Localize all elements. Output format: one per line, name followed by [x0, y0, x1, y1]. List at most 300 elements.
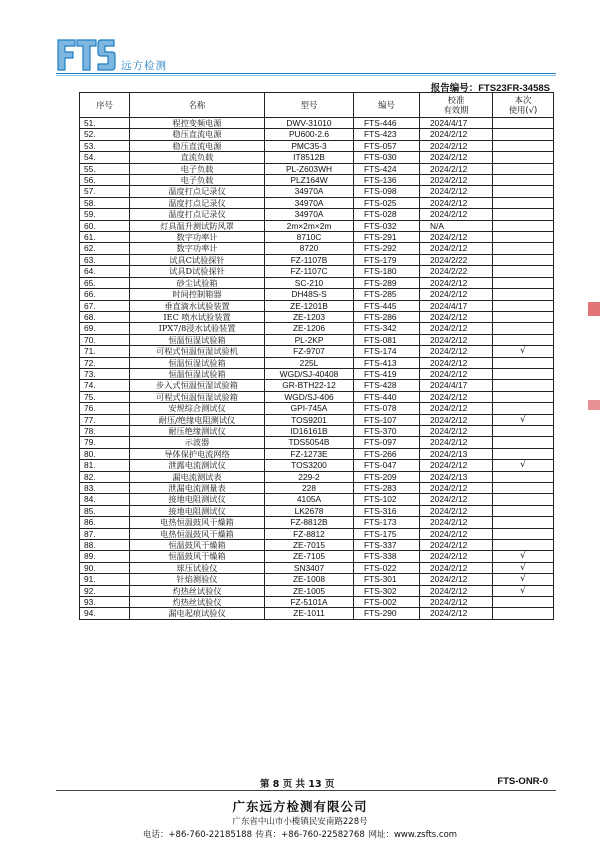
cell-name: 漏电起痕试验仪 [130, 608, 265, 619]
table-row [80, 220, 554, 231]
table-row [80, 197, 554, 208]
cell-used [493, 391, 554, 402]
cell-used [493, 220, 554, 231]
report-number: 报告编号：FTS23FR-3458S [430, 83, 550, 94]
cell-date: 2024/2/22 [420, 266, 493, 277]
cell-date: 2024/2/12 [420, 505, 493, 516]
cell-no: 87. [80, 528, 130, 539]
cell-name: 数字功率计 [130, 243, 265, 254]
table-row [80, 163, 554, 174]
table-row [80, 266, 554, 277]
table-row [80, 460, 554, 471]
cell-no: 76. [80, 403, 130, 414]
table-row [80, 209, 554, 220]
cell-name: 温度打点记录仪 [130, 186, 265, 197]
table-row [80, 323, 554, 334]
table-row [80, 517, 554, 528]
cell-model: FZ-1273E [265, 448, 354, 459]
cell-model: IT8512B [265, 152, 354, 163]
cell-date: 2024/2/12 [420, 209, 493, 220]
table-row [80, 380, 554, 391]
cell-model: GR-BTH22-12 [265, 380, 354, 391]
cell-no: 63. [80, 254, 130, 265]
cell-model: FZ-9707 [265, 346, 354, 357]
table-row [80, 574, 554, 585]
table-row [80, 118, 554, 129]
cell-model: SN3407 [265, 562, 354, 573]
cell-date: 2024/2/13 [420, 471, 493, 482]
cell-code: FTS-098 [354, 186, 420, 197]
cell-no: 84. [80, 494, 130, 505]
cell-used [493, 334, 554, 345]
cell-name: 耐压绝缘测试仪 [130, 425, 265, 436]
cell-name: IEC 喷水试验装置 [130, 311, 265, 322]
cell-date: 2024/4/17 [420, 300, 493, 311]
cell-code: FTS-028 [354, 209, 420, 220]
cell-date: 2024/2/12 [420, 574, 493, 585]
cell-name: 球压试验仪 [130, 562, 265, 573]
cell-code: FTS-030 [354, 152, 420, 163]
cell-name: 恒温恒湿试验箱 [130, 368, 265, 379]
cell-used: √ [493, 551, 554, 562]
table-row [80, 448, 554, 459]
table-row [80, 608, 554, 619]
cell-used [493, 266, 554, 277]
cell-name: 电子负载 [130, 163, 265, 174]
cell-date: 2024/2/12 [420, 425, 493, 436]
cell-no: 65. [80, 277, 130, 288]
cell-no: 88. [80, 540, 130, 551]
cell-model: 225L [265, 357, 354, 368]
cell-code: FTS-338 [354, 551, 420, 562]
footer-rule [56, 790, 556, 791]
cell-no: 71. [80, 346, 130, 357]
cell-no: 69. [80, 323, 130, 334]
cell-name: 时间控制箱器 [130, 289, 265, 300]
cell-code: FTS-174 [354, 346, 420, 357]
cell-name: 电热恒温鼓风干燥箱 [130, 528, 265, 539]
cell-name: 泄露电流测试仪 [130, 460, 265, 471]
cell-code: FTS-081 [354, 334, 420, 345]
cell-code: FTS-283 [354, 483, 420, 494]
cell-name: 恒温恒湿试验箱 [130, 357, 265, 368]
cell-model: 229-2 [265, 471, 354, 482]
cell-used [493, 163, 554, 174]
cell-model: TOS3200 [265, 460, 354, 471]
cell-model: ZE-1206 [265, 323, 354, 334]
cell-no: 73. [80, 368, 130, 379]
table-row [80, 289, 554, 300]
cell-date: 2024/2/12 [420, 551, 493, 562]
table-row [80, 551, 554, 562]
cell-code: FTS-285 [354, 289, 420, 300]
cell-code: FTS-097 [354, 437, 420, 448]
cell-no: 66. [80, 289, 130, 300]
cell-code: FTS-424 [354, 163, 420, 174]
cell-no: 56. [80, 175, 130, 186]
table-row [80, 300, 554, 311]
cell-name: 灼热丝试验仪 [130, 597, 265, 608]
cell-name: 温度打点记录仪 [130, 197, 265, 208]
cell-no: 72. [80, 357, 130, 368]
cell-model: TOS9201 [265, 414, 354, 425]
table-row [80, 254, 554, 265]
cell-date: 2024/2/12 [420, 494, 493, 505]
cell-date: 2024/2/12 [420, 243, 493, 254]
table-row [80, 140, 554, 151]
cell-model: ZE-7105 [265, 551, 354, 562]
table-row [80, 175, 554, 186]
cell-code: FTS-301 [354, 574, 420, 585]
cell-name: 恒温恒湿试验箱 [130, 334, 265, 345]
cell-name: 试具D试验探针 [130, 266, 265, 277]
cell-code: FTS-289 [354, 277, 420, 288]
cell-model: PL-2KP [265, 334, 354, 345]
cell-no: 91. [80, 574, 130, 585]
cell-code: FTS-419 [354, 368, 420, 379]
cell-used [493, 300, 554, 311]
cell-date: 2024/2/12 [420, 152, 493, 163]
cell-model: ZE-7015 [265, 540, 354, 551]
cell-no: 79. [80, 437, 130, 448]
cell-used [493, 380, 554, 391]
cell-used: √ [493, 585, 554, 596]
cell-date: 2024/2/12 [420, 175, 493, 186]
cell-date: 2024/4/17 [420, 118, 493, 129]
cell-used [493, 209, 554, 220]
cell-name: 可程式恒温恒湿试验箱 [130, 391, 265, 402]
cell-code: FTS-025 [354, 197, 420, 208]
table-row [80, 357, 554, 368]
cell-used [493, 608, 554, 619]
cell-used [493, 494, 554, 505]
cell-model: 228 [265, 483, 354, 494]
cell-date: 2024/4/17 [420, 380, 493, 391]
cell-name: 砂尘试验箱 [130, 277, 265, 288]
seal-stamp-edge [588, 302, 600, 316]
cell-date: 2024/2/12 [420, 391, 493, 402]
cell-no: 81. [80, 460, 130, 471]
equipment-table [79, 92, 554, 620]
table-row [80, 152, 554, 163]
cell-used [493, 368, 554, 379]
cell-no: 90. [80, 562, 130, 573]
header-rule [56, 73, 556, 74]
cell-name: 漏电流测试表 [130, 471, 265, 482]
table-row [80, 129, 554, 140]
cell-model: ZE-1011 [265, 608, 354, 619]
cell-model: PL-Z603WH [265, 163, 354, 174]
cell-used [493, 517, 554, 528]
cell-date: 2024/2/12 [420, 585, 493, 596]
table-row [80, 334, 554, 345]
company-name: 广东远方检测有限公司 [232, 799, 368, 814]
cell-name: 灼热丝试验仪 [130, 585, 265, 596]
cell-no: 83. [80, 483, 130, 494]
cell-no: 77. [80, 414, 130, 425]
table-row [80, 186, 554, 197]
table-row [80, 528, 554, 539]
cell-code: FTS-002 [354, 597, 420, 608]
col-header-used: 本次 使用(√) [493, 93, 554, 118]
cell-model: DH48S-S [265, 289, 354, 300]
cell-used [493, 505, 554, 516]
cell-code: FTS-175 [354, 528, 420, 539]
cell-date: 2024/2/12 [420, 277, 493, 288]
cell-used [493, 471, 554, 482]
cell-code: FTS-173 [354, 517, 420, 528]
table-row [80, 471, 554, 482]
cell-model: ZE-1005 [265, 585, 354, 596]
table-header-row [80, 93, 554, 118]
cell-used [493, 186, 554, 197]
cell-name: 恒温鼓风干燥箱 [130, 540, 265, 551]
header-rule-secondary [56, 75, 556, 76]
cell-date: 2024/2/12 [420, 562, 493, 573]
cell-code: FTS-107 [354, 414, 420, 425]
cell-date: 2024/2/12 [420, 437, 493, 448]
cell-no: 80. [80, 448, 130, 459]
table-row [80, 232, 554, 243]
cell-used [493, 140, 554, 151]
cell-code: FTS-047 [354, 460, 420, 471]
cell-name: 接地电阻测试仪 [130, 494, 265, 505]
table-row [80, 243, 554, 254]
col-header-no: 序号 [80, 93, 130, 118]
cell-date: 2024/2/12 [420, 197, 493, 208]
cell-no: 82. [80, 471, 130, 482]
cell-model: FZ-1107B [265, 254, 354, 265]
col-header-model: 型号 [265, 93, 354, 118]
cell-no: 67. [80, 300, 130, 311]
page-number: 第 8 页 共 13 页 [260, 779, 335, 790]
seal-stamp-edge-lower [588, 400, 600, 410]
cell-code: FTS-180 [354, 266, 420, 277]
table-row [80, 540, 554, 551]
cell-date: N/A [420, 220, 493, 231]
table-row [80, 277, 554, 288]
cell-code: FTS-136 [354, 175, 420, 186]
cell-used [493, 403, 554, 414]
cell-model: DWV-31010 [265, 118, 354, 129]
cell-name: 接地电阻测试仪 [130, 505, 265, 516]
cell-name: 安规综合测试仪 [130, 403, 265, 414]
cell-date: 2024/2/12 [420, 163, 493, 174]
cell-date: 2024/2/12 [420, 334, 493, 345]
cell-name: 垂直滴水试验装置 [130, 300, 265, 311]
cell-date: 2024/2/12 [420, 597, 493, 608]
cell-code: FTS-428 [354, 380, 420, 391]
cell-no: 85. [80, 505, 130, 516]
form-code: FTS-ONR-0 [497, 776, 548, 787]
cell-model: 8720 [265, 243, 354, 254]
cell-used [493, 254, 554, 265]
cell-model: PMC35-3 [265, 140, 354, 151]
cell-used [493, 540, 554, 551]
cell-name: 示波器 [130, 437, 265, 448]
cell-used [493, 483, 554, 494]
table-row [80, 585, 554, 596]
cell-no: 52. [80, 129, 130, 140]
cell-used [493, 528, 554, 539]
cell-no: 74. [80, 380, 130, 391]
cell-used [493, 243, 554, 254]
cell-no: 92. [80, 585, 130, 596]
cell-model: FZ-5101A [265, 597, 354, 608]
cell-used: √ [493, 574, 554, 585]
cell-no: 57. [80, 186, 130, 197]
cell-used [493, 277, 554, 288]
company-address: 广东省中山市小榄镇民安南路228号 [232, 817, 368, 827]
cell-name: 电子负载 [130, 175, 265, 186]
cell-code: FTS-446 [354, 118, 420, 129]
cell-name: 针焰测验仪 [130, 574, 265, 585]
cell-used: √ [493, 460, 554, 471]
cell-model: ZE-1201B [265, 300, 354, 311]
cell-model: FZ-8812B [265, 517, 354, 528]
cell-no: 64. [80, 266, 130, 277]
cell-name: 耐压/绝缘电阻测试仪 [130, 414, 265, 425]
cell-model: 4105A [265, 494, 354, 505]
cell-used [493, 129, 554, 140]
cell-date: 2024/2/12 [420, 608, 493, 619]
cell-code: FTS-337 [354, 540, 420, 551]
cell-used: √ [493, 562, 554, 573]
table-row [80, 494, 554, 505]
table-row [80, 403, 554, 414]
cell-no: 60. [80, 220, 130, 231]
table-row [80, 414, 554, 425]
cell-code: FTS-423 [354, 129, 420, 140]
cell-date: 2024/2/12 [420, 528, 493, 539]
cell-date: 2024/2/12 [420, 460, 493, 471]
cell-used [493, 175, 554, 186]
cell-date: 2024/2/12 [420, 517, 493, 528]
cell-no: 55. [80, 163, 130, 174]
cell-date: 2024/2/12 [420, 323, 493, 334]
cell-no: 70. [80, 334, 130, 345]
cell-name: 稳压直流电源 [130, 129, 265, 140]
table-row [80, 437, 554, 448]
cell-used [493, 357, 554, 368]
cell-name: 灯具温升测试防风罩 [130, 220, 265, 231]
cell-model: GPI-745A [265, 403, 354, 414]
cell-model: ID16161B [265, 425, 354, 436]
cell-no: 53. [80, 140, 130, 151]
cell-date: 2024/2/12 [420, 357, 493, 368]
cell-code: FTS-292 [354, 243, 420, 254]
table-row [80, 505, 554, 516]
logo-subtitle: 远方检测 [121, 60, 167, 72]
cell-no: 58. [80, 197, 130, 208]
cell-used [493, 152, 554, 163]
cell-date: 2024/2/12 [420, 346, 493, 357]
cell-code: FTS-032 [354, 220, 420, 231]
cell-code: FTS-370 [354, 425, 420, 436]
cell-used [493, 197, 554, 208]
cell-used [493, 232, 554, 243]
cell-date: 2024/2/12 [420, 129, 493, 140]
cell-date: 2024/2/13 [420, 448, 493, 459]
cell-code: FTS-209 [354, 471, 420, 482]
table-row [80, 597, 554, 608]
cell-model: TDS5054B [265, 437, 354, 448]
cell-name: 试具C试验探针 [130, 254, 265, 265]
cell-date: 2024/2/12 [420, 540, 493, 551]
cell-used [493, 323, 554, 334]
cell-model: FZ-1107C [265, 266, 354, 277]
cell-model: PU600-2.6 [265, 129, 354, 140]
cell-no: 93. [80, 597, 130, 608]
cell-name: 数字功率计 [130, 232, 265, 243]
col-header-name: 名称 [130, 93, 265, 118]
cell-code: FTS-078 [354, 403, 420, 414]
cell-model: PLZ164W [265, 175, 354, 186]
cell-model: ZE-1203 [265, 311, 354, 322]
table-row [80, 346, 554, 357]
cell-no: 68. [80, 311, 130, 322]
cell-model: SC-210 [265, 277, 354, 288]
col-header-code: 编号 [354, 93, 420, 118]
cell-date: 2024/2/12 [420, 368, 493, 379]
cell-no: 61. [80, 232, 130, 243]
cell-model: 8710C [265, 232, 354, 243]
table-row [80, 562, 554, 573]
cell-date: 2024/2/22 [420, 254, 493, 265]
cell-used [493, 597, 554, 608]
table-row [80, 483, 554, 494]
cell-name: 直流负载 [130, 152, 265, 163]
table-row [80, 391, 554, 402]
cell-name: 步入式恒温恒湿试验箱 [130, 380, 265, 391]
table-row [80, 425, 554, 436]
cell-code: FTS-102 [354, 494, 420, 505]
cell-code: FTS-413 [354, 357, 420, 368]
company-contacts: 电话：+86-760-22185188 传真：+86-760-22582768 网址：www.zsfts.com [142, 830, 458, 840]
cell-date: 2024/2/12 [420, 186, 493, 197]
cell-no: 54. [80, 152, 130, 163]
cell-code: FTS-290 [354, 608, 420, 619]
cell-code: FTS-286 [354, 311, 420, 322]
col-header-calibration: 校准 有效期 [420, 93, 493, 118]
cell-code: FTS-179 [354, 254, 420, 265]
cell-model: 2m×2m×2m [265, 220, 354, 231]
cell-used [493, 311, 554, 322]
cell-code: FTS-440 [354, 391, 420, 402]
cell-used [493, 425, 554, 436]
cell-used [493, 448, 554, 459]
cell-code: FTS-022 [354, 562, 420, 573]
cell-code: FTS-445 [354, 300, 420, 311]
cell-no: 86. [80, 517, 130, 528]
cell-name: 程控变频电源 [130, 118, 265, 129]
cell-name: 可程式恒温恒湿试验机 [130, 346, 265, 357]
table-row [80, 311, 554, 322]
cell-name: IPX7/8浸水试验装置 [130, 323, 265, 334]
cell-name: 导体保护电流网络 [130, 448, 265, 459]
cell-code: FTS-302 [354, 585, 420, 596]
cell-date: 2024/2/12 [420, 232, 493, 243]
cell-no: 94. [80, 608, 130, 619]
cell-name: 稳压直流电源 [130, 140, 265, 151]
cell-no: 51. [80, 118, 130, 129]
cell-date: 2024/2/12 [420, 289, 493, 300]
cell-used: √ [493, 346, 554, 357]
cell-code: FTS-266 [354, 448, 420, 459]
cell-date: 2024/2/12 [420, 414, 493, 425]
cell-used [493, 289, 554, 300]
cell-model: 34970A [265, 197, 354, 208]
